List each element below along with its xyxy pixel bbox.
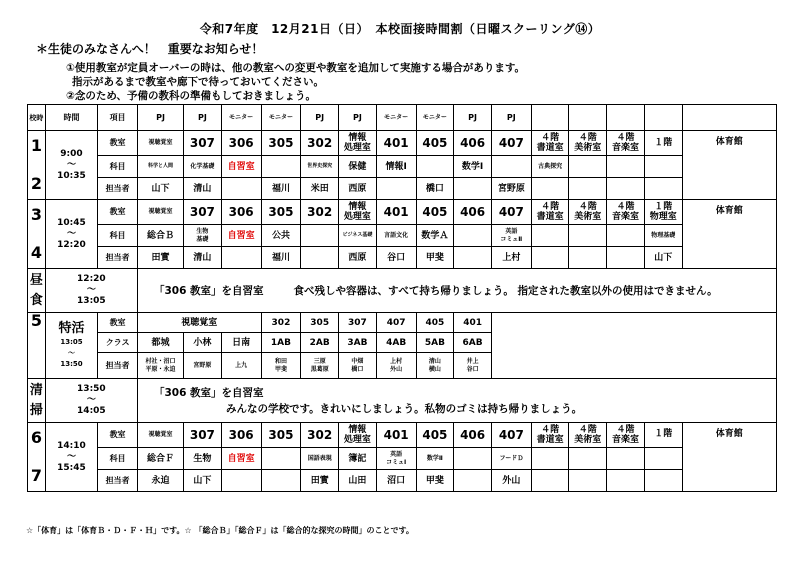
room-cell: 視聴覚室	[137, 313, 261, 333]
teacher-cell: 三原 黒葛原	[301, 353, 339, 379]
room-cell: 302	[301, 200, 339, 225]
footnote: ☆「体育」は「体育Ｂ・Ｄ・Ｆ・Ｈ」です。☆ 「総合Ｂ」「総合Ｆ」は「総合的な探究の時間」のことです。	[26, 526, 414, 535]
class-cell: 都城	[137, 333, 183, 353]
block3-time: 特活 13:05 ～ 13:50	[45, 313, 97, 379]
label-room: 教室	[98, 313, 138, 333]
teacher-cell	[454, 470, 492, 492]
header-col: PJ	[137, 105, 183, 131]
teacher-cell: 谷口	[376, 247, 416, 269]
block2-subject-row	[28, 225, 777, 247]
room-cell: 405	[416, 131, 454, 156]
header-row	[28, 105, 777, 131]
teacher-cell: 西原	[339, 178, 377, 200]
teacher-cell	[221, 178, 261, 200]
subject-cell: 生物 基礎	[184, 225, 222, 247]
room-cell: 405	[416, 313, 454, 333]
cleaning-label: 清 掃	[28, 379, 46, 423]
label-room: 教室	[98, 423, 138, 448]
room-cell: 視聴覚室	[137, 423, 183, 448]
room-cell: 307	[184, 200, 222, 225]
teacher-cell	[221, 470, 261, 492]
block4-room-row	[28, 423, 777, 448]
teacher-cell: 宮野原	[491, 178, 531, 200]
subject-cell	[607, 225, 645, 247]
header-col: PJ	[184, 105, 222, 131]
teacher-cell	[454, 178, 492, 200]
subject-cell: 情報Ⅰ	[376, 156, 416, 178]
lunch-time: 12:20 ～ 13:05	[45, 269, 137, 313]
teacher-cell: 清山	[184, 178, 222, 200]
room-cell: １階	[644, 131, 682, 156]
teacher-cell	[301, 247, 339, 269]
teacher-cell: 米田	[301, 178, 339, 200]
lunch-label: 昼 食	[28, 269, 46, 313]
teacher-cell: 上村	[491, 247, 531, 269]
room-cell: 情報 処理室	[339, 131, 377, 156]
block4-time: 14:10 ～ 15:45	[45, 423, 97, 492]
teacher-cell	[531, 247, 569, 269]
block2-teacher-row	[28, 247, 777, 269]
timetable	[27, 104, 777, 492]
cleaning-message: 「306 教室」を自習室 みんなの学校です。きれいにしましょう。私物のゴミは持ち帰りましょう。	[137, 379, 776, 423]
room-cell: ４階 美術室	[569, 131, 607, 156]
room-cell: ４階 美術室	[569, 200, 607, 225]
label-subject: 科目	[98, 225, 138, 247]
subject-cell	[454, 225, 492, 247]
room-cell: 体育館	[682, 131, 776, 200]
lunch-message: 「306 教室」を自習室 食べ残しや容器は、すべて持ち帰りましょう。 指定された教室以外の使用はできません。	[137, 269, 776, 313]
header-time: 時間	[45, 105, 97, 131]
header-col: モニター	[416, 105, 454, 131]
room-cell: 302	[301, 423, 339, 448]
header-col: PJ	[339, 105, 377, 131]
teacher-cell: 田實	[137, 247, 183, 269]
subject-cell	[454, 448, 492, 470]
subject-cell: 科学と人間	[137, 156, 183, 178]
header-col: PJ	[301, 105, 339, 131]
subject-cell: 公共	[261, 225, 301, 247]
room-cell: 307	[339, 313, 377, 333]
room-cell: ４階 書道室	[531, 200, 569, 225]
block4-subject-row	[28, 448, 777, 470]
block1-teacher-row	[28, 178, 777, 200]
header-item: 項目	[98, 105, 138, 131]
label-class: クラス	[98, 333, 138, 353]
class-cell: 日南	[221, 333, 261, 353]
room-cell: 405	[416, 423, 454, 448]
block1-room-row	[28, 131, 777, 156]
subject-cell: 英語 コミュⅠ	[376, 448, 416, 470]
subject-cell: 自習室	[221, 448, 261, 470]
subject-cell: 言語文化	[376, 225, 416, 247]
subject-cell: 自習室	[221, 156, 261, 178]
label-teacher: 担当者	[98, 247, 138, 269]
label-teacher: 担当者	[98, 470, 138, 492]
teacher-cell: 西原	[339, 247, 377, 269]
header-col: PJ	[491, 105, 531, 131]
header-col: PJ	[454, 105, 492, 131]
teacher-cell: 山下	[137, 178, 183, 200]
room-cell: 405	[416, 200, 454, 225]
class-cell: 6AB	[454, 333, 492, 353]
teacher-cell	[221, 247, 261, 269]
room-cell: 407	[491, 131, 531, 156]
block3-room-row	[28, 313, 777, 333]
subject-cell: 国語表現	[301, 448, 339, 470]
subject-cell	[301, 225, 339, 247]
subject-cell: 簿記	[339, 448, 377, 470]
subject-cell: 自習室	[221, 225, 261, 247]
room-cell: 407	[491, 200, 531, 225]
room-cell: 407	[491, 423, 531, 448]
teacher-cell: 甲斐	[416, 470, 454, 492]
room-cell: 情報 処理室	[339, 200, 377, 225]
subject-cell: フードＤ	[491, 448, 531, 470]
subject-cell	[531, 225, 569, 247]
teacher-cell: 外山	[491, 470, 531, 492]
room-cell: 406	[454, 423, 492, 448]
block1-period: 1 2	[28, 131, 46, 200]
room-cell: １階	[644, 423, 682, 448]
room-cell: 306	[221, 131, 261, 156]
block1-subject-row	[28, 156, 777, 178]
cleaning-row	[28, 379, 777, 423]
block2-period: 3 4	[28, 200, 46, 269]
room-cell: 306	[221, 423, 261, 448]
label-subject: 科目	[98, 448, 138, 470]
label-teacher: 担当者	[98, 178, 138, 200]
teacher-cell	[261, 470, 301, 492]
class-cell: 小林	[184, 333, 222, 353]
label-room: 教室	[98, 131, 138, 156]
room-cell: ４階 音楽室	[607, 200, 645, 225]
room-cell: １階 物理室	[644, 200, 682, 225]
page-title: 令和7年度 12月21日（日） 本校面接時間割（日曜スクーリング⑭）	[199, 22, 601, 36]
room-cell: 307	[184, 131, 222, 156]
room-cell: ４階 美術室	[569, 423, 607, 448]
room-cell: 401	[376, 423, 416, 448]
teacher-cell: 和田 甲斐	[261, 353, 301, 379]
class-cell: 4AB	[376, 333, 416, 353]
teacher-cell: 福川	[261, 247, 301, 269]
room-cell: ４階 書道室	[531, 131, 569, 156]
room-cell: 情報 処理室	[339, 423, 377, 448]
room-cell: 305	[261, 131, 301, 156]
note-2: ②念のため、予備の教科の準備もしておきましょう。	[66, 90, 316, 102]
header-period: 校時	[28, 105, 46, 131]
room-cell: 307	[184, 423, 222, 448]
room-cell: 視聴覚室	[137, 131, 183, 156]
teacher-cell	[607, 247, 645, 269]
room-cell: 401	[376, 200, 416, 225]
room-cell: 視聴覚室	[137, 200, 183, 225]
subject-cell: 古典探究	[531, 156, 569, 178]
teacher-cell: 甲斐	[416, 247, 454, 269]
header-col: モニター	[376, 105, 416, 131]
teacher-cell	[454, 247, 492, 269]
room-cell: 306	[221, 200, 261, 225]
block1-time: 9:00 ～ 10:35	[45, 131, 97, 200]
room-cell: 302	[301, 131, 339, 156]
lunch-row	[28, 269, 777, 313]
subject-cell: ビジネス基礎	[339, 225, 377, 247]
subject-cell	[491, 156, 531, 178]
subject-cell: 数学Ⅱ	[416, 448, 454, 470]
header-col: モニター	[221, 105, 261, 131]
notice-heading: ＊生徒のみなさんへ！ 重要なお知らせ！	[36, 42, 264, 56]
teacher-cell: 宮野原	[184, 353, 222, 379]
note-1b: 指示があるまで教室や廊下で待っておいてください。	[72, 76, 324, 88]
teacher-cell: 田實	[301, 470, 339, 492]
subject-cell: 保健	[339, 156, 377, 178]
teacher-cell	[376, 178, 416, 200]
label-teacher: 担当者	[98, 353, 138, 379]
teacher-cell: 上村 外山	[376, 353, 416, 379]
note-1: ①使用教室が定員オーバーの時は、他の教室への変更や教室を追加して実施する場合があります。	[66, 62, 526, 74]
room-cell: ４階 音楽室	[607, 423, 645, 448]
subject-cell: 物理基礎	[644, 225, 682, 247]
room-cell: 407	[376, 313, 416, 333]
room-cell: 401	[454, 313, 492, 333]
teacher-cell: 山下	[644, 247, 682, 269]
block4-period: 6 7	[28, 423, 46, 492]
room-cell: 305	[301, 313, 339, 333]
subject-cell	[261, 156, 301, 178]
teacher-cell: 中畑 橋口	[339, 353, 377, 379]
label-subject: 科目	[98, 156, 138, 178]
subject-cell: 化学基礎	[184, 156, 222, 178]
teacher-cell: 井上 谷口	[454, 353, 492, 379]
block2-time: 10:45 ～ 12:20	[45, 200, 97, 269]
subject-cell	[569, 225, 607, 247]
subject-cell: 世界史探究	[301, 156, 339, 178]
class-cell: 1AB	[261, 333, 301, 353]
class-cell: 3AB	[339, 333, 377, 353]
room-cell: ４階 書道室	[531, 423, 569, 448]
header-col: モニター	[261, 105, 301, 131]
subject-cell	[261, 448, 301, 470]
teacher-cell: 村社・沼口 平原・永迫	[137, 353, 183, 379]
teacher-cell: 上九	[221, 353, 261, 379]
teacher-cell: 福川	[261, 178, 301, 200]
teacher-cell: 山田	[339, 470, 377, 492]
teacher-cell: 山下	[184, 470, 222, 492]
cleaning-time: 13:50 ～ 14:05	[45, 379, 137, 423]
subject-cell: 数学Ⅰ	[454, 156, 492, 178]
room-cell: 302	[261, 313, 301, 333]
class-cell: 5AB	[416, 333, 454, 353]
room-cell: 406	[454, 131, 492, 156]
teacher-cell: 清山	[184, 247, 222, 269]
room-cell: 体育館	[682, 200, 776, 269]
subject-cell: 数学Ａ	[416, 225, 454, 247]
subject-cell: 総合Ｆ	[137, 448, 183, 470]
block2-room-row	[28, 200, 777, 225]
block4-teacher-row	[28, 470, 777, 492]
label-room: 教室	[98, 200, 138, 225]
class-cell: 2AB	[301, 333, 339, 353]
room-cell: 体育館	[682, 423, 776, 492]
room-cell: 305	[261, 423, 301, 448]
room-cell: 401	[376, 131, 416, 156]
teacher-cell	[569, 247, 607, 269]
room-cell: 305	[261, 200, 301, 225]
room-cell: ４階 音楽室	[607, 131, 645, 156]
subject-cell: 総合Ｂ	[137, 225, 183, 247]
block3-period: 5	[28, 313, 46, 379]
subject-cell: 生物	[184, 448, 222, 470]
teacher-cell: 沼口	[376, 470, 416, 492]
teacher-cell: 永迫	[137, 470, 183, 492]
subject-cell: 英語 コミュⅡ	[491, 225, 531, 247]
teacher-cell: 橋口	[416, 178, 454, 200]
subject-cell	[416, 156, 454, 178]
teacher-cell: 清山 横山	[416, 353, 454, 379]
room-cell: 406	[454, 200, 492, 225]
